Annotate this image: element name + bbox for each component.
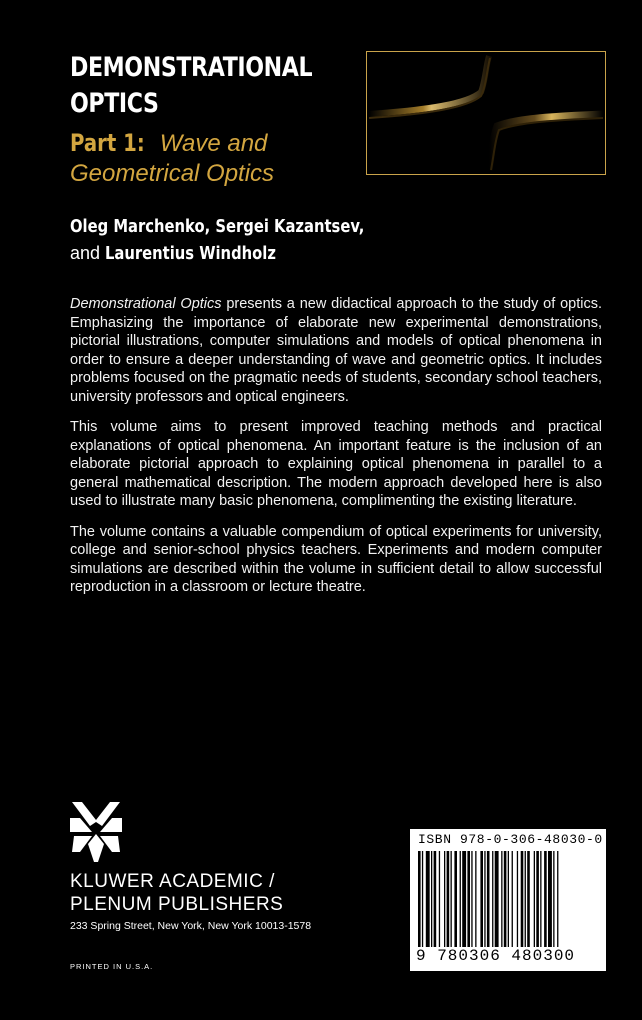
- publisher-logo-icon: [68, 800, 124, 864]
- dispersion-curve-graphic: [367, 52, 605, 174]
- authors: [70, 213, 450, 267]
- paragraph-1: [70, 295, 602, 406]
- paragraph-1-text: presents a new didactical approach to the study of optics. Emphasizing the importance of elaborate new experimental demonstrations, pictorial illustrations, computer simulations and models of optical phenomena in order to ensure a deeper understanding of wave and geometric optics. It includes problems focused on the pragmatic needs of students, secondary school teachers, university professors and optical engineers.: [70, 296, 602, 405]
- barcode-icon: [418, 851, 600, 947]
- barcode-box: [410, 829, 606, 971]
- description: [70, 295, 602, 609]
- paragraph-1-italic: Demonstrational Optics: [70, 296, 222, 312]
- title-line-1: DEMONSTRATIONAL: [70, 52, 313, 83]
- authors-line-2: Laurentius Windholz: [105, 243, 276, 264]
- subtitle-part: Part 1:: [70, 129, 145, 157]
- title-line-2: OPTICS: [70, 88, 159, 119]
- printed-in: PRINTED IN U.S.A.: [70, 962, 154, 971]
- publisher-address: 233 Spring Street, New York, New York 10013-1578: [70, 920, 312, 932]
- paragraph-2: This volume aims to present improved teaching methods and practical explanations of optical phenomena. An important feature is the inclusion of an elaborate pictorial approach to explaining optical phenomena in parallel to a general mathematical description. The modern approach developed here is also used to illustrate many basic phenomena, complimenting the existing literature.: [70, 419, 602, 509]
- publisher-line-2: PLENUM PUBLISHERS: [70, 894, 284, 915]
- authors-and: and: [70, 243, 101, 263]
- barcode-digits: 9 780306 480300: [416, 947, 576, 965]
- subtitle-italic-2: Geometrical Optics: [70, 160, 275, 187]
- paragraph-3: The volume contains a valuable compendium of optical experiments for university, college and senior-school physics teachers. Experiments and modern computer simulations are described within the volume in sufficient detail to allow successful reproduction in a classroom or lecture theatre.: [70, 523, 602, 595]
- publisher-line-1: KLUWER ACADEMIC /: [70, 871, 275, 892]
- book-title: [70, 50, 313, 122]
- publisher-name: [70, 870, 370, 916]
- cover-illustration: [366, 51, 606, 175]
- authors-line-1: Oleg Marchenko, Sergei Kazantsev,: [70, 216, 365, 237]
- subtitle-italic-1: Wave and: [159, 130, 268, 157]
- book-subtitle: [70, 128, 370, 189]
- isbn-label: ISBN 978-0-306-48030-0: [418, 832, 603, 847]
